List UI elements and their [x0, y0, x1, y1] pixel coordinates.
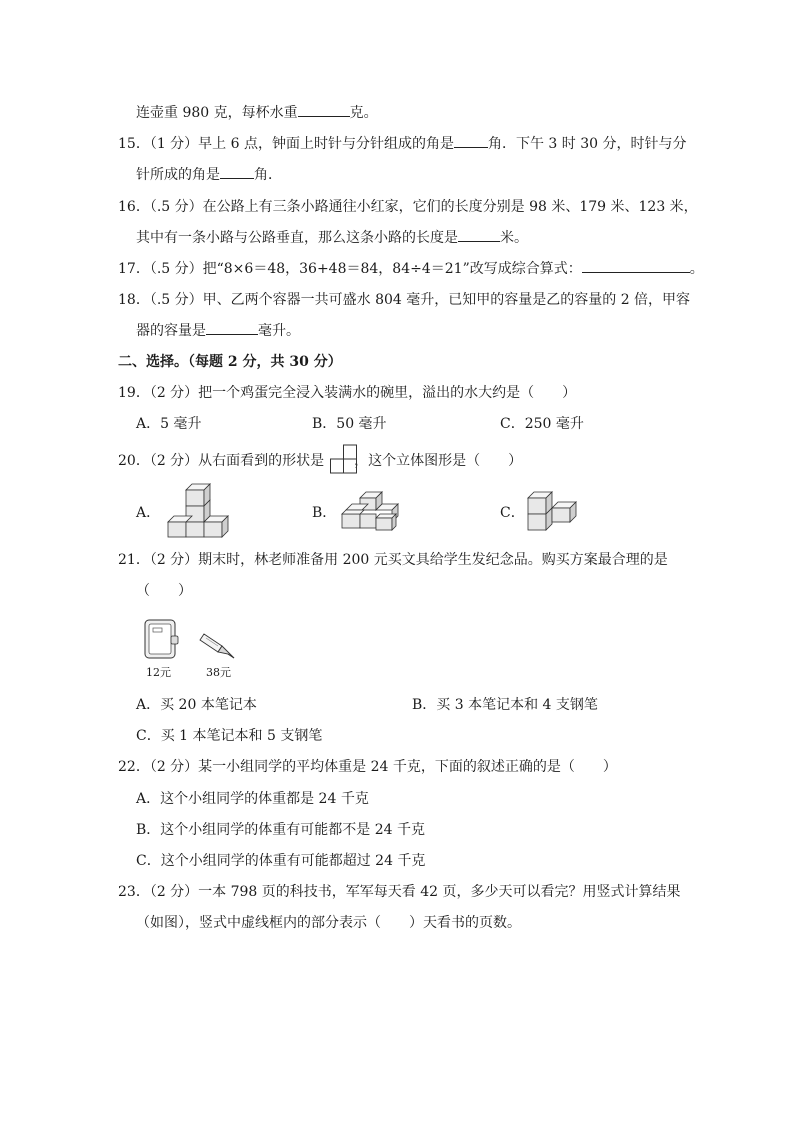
q20-option-a[interactable]: A．	[136, 505, 161, 521]
q20-stem	[118, 452, 522, 470]
q21-stem-line2: （ ）	[136, 583, 192, 599]
option-a-cubes-figure	[164, 482, 234, 538]
q14-text-b: 克。	[349, 105, 378, 121]
q16-line2	[136, 229, 528, 247]
q17-text-a: 17．（.5 分）把“8×6＝48，36+48＝84，84÷4＝21”改写成综合算式：	[118, 261, 582, 277]
q19-stem: 19．（2 分）把一个鸡蛋完全浸入装满水的碗里，溢出的水大约是（ ）	[118, 385, 577, 401]
q18-line1: 18．（.5 分）甲、乙两个容器一共可盛水 804 毫升，已知甲的容量是乙的容量的 2 倍，甲容	[118, 292, 691, 308]
q22-option-b[interactable]: B．这个小组同学的体重有可能都不是 24 千克	[136, 822, 426, 838]
q21-option-a[interactable]: A．买 20 本笔记本	[136, 697, 257, 713]
q22-option-a[interactable]: A．这个小组同学的体重都是 24 千克	[136, 791, 369, 807]
q19-option-a[interactable]: A．5 毫升	[136, 416, 202, 432]
q15-text-b: 角．下午 3 时 30 分，时针与分	[487, 136, 687, 152]
q16-text-b: 米。	[500, 230, 528, 246]
q22-stem: 22．（2 分）某一小组同学的平均体重是 24 千克，下面的叙述正确的是（ ）	[118, 759, 617, 775]
q15-text-a: 15．（1 分）早上 6 点，钟面上时针与分针组成的角是	[118, 136, 454, 152]
q15-answer-blank-2[interactable]	[220, 166, 254, 179]
q15-line2	[136, 166, 282, 184]
q14-answer-blank[interactable]	[298, 104, 350, 117]
notebook-price: 12元	[146, 666, 171, 679]
q20-text-a: 20．（2 分）从右面看到的形状是	[118, 453, 325, 469]
notebook-icon	[142, 618, 180, 662]
q15-text-d: 角．	[254, 167, 282, 183]
section-heading: 二、选择。（每题 2 分，共 30 分）	[118, 354, 342, 370]
q21-option-c[interactable]: C．买 1 本笔记本和 5 支钢笔	[136, 728, 323, 744]
q15-answer-blank-1[interactable]	[454, 135, 488, 148]
q16-answer-blank[interactable]	[458, 229, 500, 242]
q15-line1	[118, 135, 687, 153]
q20-text-b: ，这个立体图形是（ ）	[354, 453, 523, 469]
q19-option-b[interactable]: B．50 毫升	[312, 416, 387, 432]
q19-option-c[interactable]: C．250 毫升	[500, 416, 584, 432]
q15-text-c: 针所成的角是	[136, 167, 220, 183]
q14-text-a: 连壶重 980 克，每杯水重	[136, 105, 298, 121]
q14-tail	[136, 104, 378, 122]
q20-option-b[interactable]: B．	[312, 505, 337, 521]
q17-text-b: 。	[689, 261, 704, 277]
q20-option-c[interactable]: C．	[500, 505, 525, 521]
q16-line1: 16．（.5 分）在公路上有三条小路通往小红家，它们的长度分别是 98 米、179 米、123 米，	[118, 199, 698, 215]
fountain-pen-icon	[198, 630, 238, 660]
q16-text-a: 其中有一条小路与公路垂直，那么这条小路的长度是	[136, 230, 458, 246]
option-b-cubes-figure	[338, 488, 408, 532]
q18-line2	[136, 322, 300, 340]
q21-stem-line1: 21．（2 分）期末时，林老师准备用 200 元买文具给学生发纪念品。购买方案最合理的是	[118, 552, 668, 568]
q18-text-a: 器的容量是	[136, 323, 206, 339]
q17-line	[118, 260, 704, 278]
pen-price: 38元	[206, 666, 231, 679]
q21-option-b[interactable]: B．买 3 本笔记本和 4 支钢笔	[412, 697, 598, 713]
q23-stem-line1: 23．（2 分）一本 798 页的科技书，军军每天看 42 页，多少天可以看完？用竖式计算结果	[118, 884, 681, 900]
q18-text-b: 毫升。	[258, 323, 300, 339]
q18-answer-blank[interactable]	[206, 322, 258, 335]
q23-stem-line2: （如图），竖式中虚线框内的部分表示（ ）天看书的页数。	[136, 915, 521, 931]
option-c-cubes-figure	[524, 490, 586, 534]
q17-answer-blank[interactable]	[582, 260, 690, 273]
right-view-shape-icon	[330, 444, 358, 474]
q22-option-c[interactable]: C．这个小组同学的体重有可能都超过 24 千克	[136, 853, 426, 869]
